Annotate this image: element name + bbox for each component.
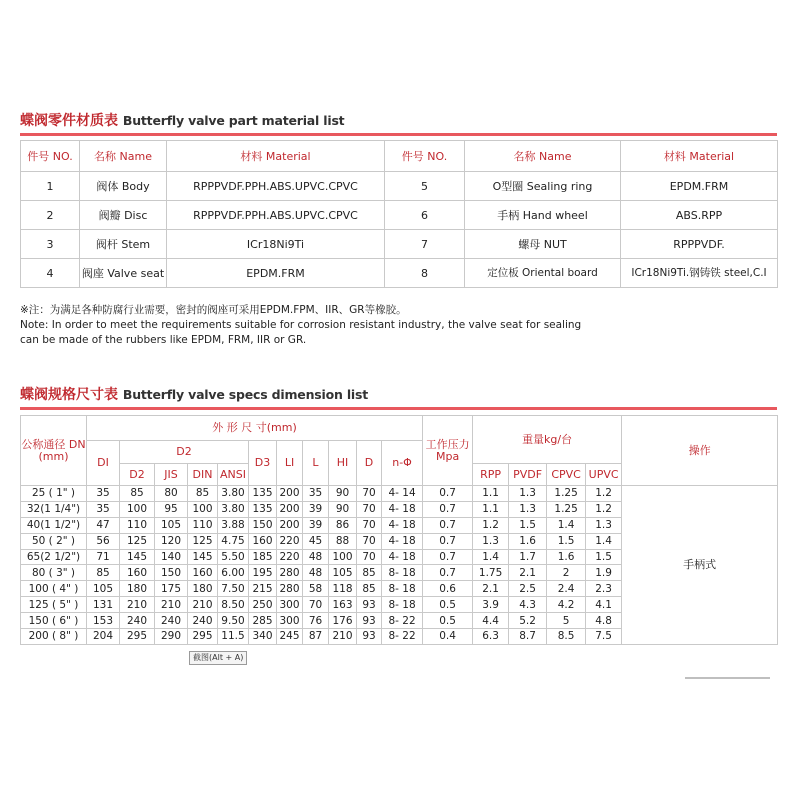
specs-cell: 4.8 — [586, 613, 622, 629]
specs-cell: 150 ( 6" ) — [21, 613, 87, 629]
specs-cell: 153 — [87, 613, 120, 629]
screenshot-tooltip: 截图(Alt + A) — [189, 651, 247, 665]
parts-cell: 手柄 Hand wheel — [465, 201, 621, 230]
header-weight-group: 重量kg/台 — [473, 416, 622, 464]
parts-cell: 阀座 Valve seat — [80, 259, 167, 288]
specs-cell: 110 — [120, 517, 155, 533]
specs-cell: 0.4 — [423, 629, 473, 645]
specs-cell: 1.2 — [586, 501, 622, 517]
parts-body — [21, 172, 778, 288]
operation-cell: 手柄式 — [622, 486, 778, 645]
specs-cell: 4.75 — [218, 533, 249, 549]
specs-cell: 240 — [155, 613, 188, 629]
specs-cell: 85 — [120, 486, 155, 502]
specs-cell: 290 — [155, 629, 188, 645]
specs-cell: 1.3 — [509, 486, 547, 502]
header-dims-group: 外 形 尺 寸(mm) — [87, 416, 423, 441]
specs-cell: 100 — [329, 549, 357, 565]
specs-cell: 50 ( 2" ) — [21, 533, 87, 549]
specs-cell: 118 — [329, 581, 357, 597]
specs-cell: 204 — [87, 629, 120, 645]
specs-cell: 131 — [87, 597, 120, 613]
specs-cell: 80 ( 3" ) — [21, 565, 87, 581]
specs-cell: 300 — [277, 613, 303, 629]
note-en-line2: can be made of the rubbers like EPDM, FRM, IIR or GR. — [20, 334, 307, 346]
header-cpvc: CPVC — [547, 464, 586, 486]
specs-cell: 220 — [277, 533, 303, 549]
header-l1: LI — [277, 441, 303, 486]
specs-cell: 220 — [277, 549, 303, 565]
parts-cell: RPPPVDF. — [621, 230, 778, 259]
specs-cell: 240 — [120, 613, 155, 629]
parts-cell: 阀杆 Stem — [80, 230, 167, 259]
parts-title-underline — [20, 133, 777, 136]
specs-cell: 160 — [120, 565, 155, 581]
parts-cell: ABS.RPP — [621, 201, 778, 230]
parts-material-table — [20, 140, 778, 288]
specs-cell: 1.3 — [509, 501, 547, 517]
parts-header-cell: 件号 NO. — [21, 141, 80, 172]
parts-cell: 阀瓣 Disc — [80, 201, 167, 230]
specs-cell: 135 — [249, 501, 277, 517]
specs-cell: 0.5 — [423, 597, 473, 613]
specs-cell: 85 — [87, 565, 120, 581]
specs-cell: 4.2 — [547, 597, 586, 613]
specs-cell: 1.25 — [547, 486, 586, 502]
specs-cell: 4- 18 — [382, 501, 423, 517]
specs-cell: 7.50 — [218, 581, 249, 597]
specs-cell: 2.3 — [586, 581, 622, 597]
parts-cell: ICr18Ni9Ti — [167, 230, 385, 259]
specs-title — [20, 384, 368, 404]
parts-cell: 8 — [385, 259, 465, 288]
parts-cell: 螺母 NUT — [465, 230, 621, 259]
specs-cell: 125 ( 5" ) — [21, 597, 87, 613]
specs-cell: 5.2 — [509, 613, 547, 629]
parts-header-cell: 件号 NO. — [385, 141, 465, 172]
parts-header-cell: 材料 Material — [167, 141, 385, 172]
parts-cell: ICr18Ni9Ti.钢铸铁 steel,C.I — [621, 259, 778, 288]
specs-cell: 2.1 — [509, 565, 547, 581]
specs-cell: 1.2 — [586, 486, 622, 502]
specs-cell: 340 — [249, 629, 277, 645]
specs-cell: 35 — [87, 486, 120, 502]
specs-title-underline — [20, 407, 777, 410]
specs-cell: 4.1 — [586, 597, 622, 613]
specs-cell: 93 — [357, 597, 382, 613]
header-dn: 公称通径 DN (mm) — [21, 416, 87, 486]
specs-cell: 145 — [120, 549, 155, 565]
specs-cell: 1.1 — [473, 501, 509, 517]
specs-cell: 8- 18 — [382, 597, 423, 613]
header-ansi: ANSI — [218, 464, 249, 486]
specs-cell: 135 — [249, 486, 277, 502]
specs-cell: 0.7 — [423, 486, 473, 502]
specs-cell: 32(1 1/4") — [21, 501, 87, 517]
specs-cell: 105 — [87, 581, 120, 597]
specs-cell: 1.4 — [586, 533, 622, 549]
specs-cell: 39 — [303, 517, 329, 533]
specs-cell: 86 — [329, 517, 357, 533]
specs-cell: 58 — [303, 581, 329, 597]
specs-cell: 160 — [188, 565, 218, 581]
parts-cell: 6 — [385, 201, 465, 230]
specs-cell: 200 — [277, 486, 303, 502]
specs-cell: 280 — [277, 565, 303, 581]
parts-cell: 4 — [21, 259, 80, 288]
parts-cell: 5 — [385, 172, 465, 201]
specs-cell: 4- 14 — [382, 486, 423, 502]
specs-cell: 6.3 — [473, 629, 509, 645]
specs-cell: 85 — [357, 565, 382, 581]
parts-cell: 7 — [385, 230, 465, 259]
specs-cell: 93 — [357, 613, 382, 629]
specs-cell: 0.5 — [423, 613, 473, 629]
specs-cell: 2.4 — [547, 581, 586, 597]
specs-cell: 140 — [155, 549, 188, 565]
specs-cell: 210 — [120, 597, 155, 613]
specs-cell: 285 — [249, 613, 277, 629]
specs-cell: 200 ( 8" ) — [21, 629, 87, 645]
specs-cell: 215 — [249, 581, 277, 597]
specs-title-en: Butterfly valve specs dimension list — [122, 387, 369, 402]
parts-cell: 2 — [21, 201, 80, 230]
specs-cell: 0.7 — [423, 549, 473, 565]
specs-cell: 70 — [357, 501, 382, 517]
specs-cell: 90 — [329, 501, 357, 517]
specs-cell: 88 — [329, 533, 357, 549]
stray-line — [685, 677, 770, 679]
specs-cell: 4- 18 — [382, 533, 423, 549]
specs-cell: 125 — [188, 533, 218, 549]
specs-cell: 71 — [87, 549, 120, 565]
specs-cell: 8- 22 — [382, 629, 423, 645]
specs-cell: 163 — [329, 597, 357, 613]
specs-cell: 105 — [155, 517, 188, 533]
header-d3: D3 — [249, 441, 277, 486]
specs-cell: 85 — [357, 581, 382, 597]
specs-cell: 8- 18 — [382, 565, 423, 581]
header-d2-group: D2 — [120, 441, 249, 464]
specs-cell: 87 — [303, 629, 329, 645]
specs-cell: 1.5 — [547, 533, 586, 549]
specs-cell: 1.4 — [473, 549, 509, 565]
specs-cell: 65(2 1/2") — [21, 549, 87, 565]
specs-cell: 210 — [155, 597, 188, 613]
header-din: DIN — [188, 464, 218, 486]
parts-title — [20, 110, 344, 130]
specs-cell: 56 — [87, 533, 120, 549]
header-pressure: 工作压力 Mpa — [423, 416, 473, 486]
header-l: L — [303, 441, 329, 486]
specs-cell: 8- 18 — [382, 581, 423, 597]
specs-cell: 1.3 — [473, 533, 509, 549]
specs-cell: 8.5 — [547, 629, 586, 645]
specs-cell: 70 — [357, 533, 382, 549]
specs-body — [21, 486, 778, 645]
specs-dimension-table — [20, 415, 778, 645]
specs-cell: 150 — [155, 565, 188, 581]
specs-cell: 185 — [249, 549, 277, 565]
specs-cell: 180 — [188, 581, 218, 597]
specs-header-row-1 — [21, 416, 778, 441]
specs-cell: 280 — [277, 581, 303, 597]
specs-cell: 300 — [277, 597, 303, 613]
specs-cell: 0.7 — [423, 533, 473, 549]
specs-cell: 70 — [357, 517, 382, 533]
specs-cell: 160 — [249, 533, 277, 549]
specs-cell: 210 — [329, 629, 357, 645]
specs-cell: 176 — [329, 613, 357, 629]
specs-cell: 1.5 — [586, 549, 622, 565]
parts-header-cell: 名称 Name — [80, 141, 167, 172]
specs-cell: 76 — [303, 613, 329, 629]
parts-cell: RPPPVDF.PPH.ABS.UPVC.CPVC — [167, 201, 385, 230]
specs-cell: 7.5 — [586, 629, 622, 645]
material-note — [20, 303, 581, 348]
specs-cell: 0.7 — [423, 501, 473, 517]
parts-cell: O型圈 Sealing ring — [465, 172, 621, 201]
specs-cell: 295 — [120, 629, 155, 645]
parts-header-row — [21, 141, 778, 172]
specs-cell: 45 — [303, 533, 329, 549]
specs-cell: 3.9 — [473, 597, 509, 613]
specs-cell: 90 — [329, 486, 357, 502]
specs-cell: 210 — [188, 597, 218, 613]
specs-cell: 1.6 — [509, 533, 547, 549]
specs-cell: 6.00 — [218, 565, 249, 581]
specs-cell: 125 — [120, 533, 155, 549]
specs-cell: 70 — [303, 597, 329, 613]
specs-cell: 93 — [357, 629, 382, 645]
parts-title-cn: 蝶阀零件材质表 — [20, 113, 118, 129]
specs-title-cn: 蝶阀规格尺寸表 — [20, 387, 118, 403]
specs-cell: 150 — [249, 517, 277, 533]
note-cn: ※注：为满足各种防腐行业需要，密封的阀座可采用EPDM.FPM、IIR、GR等橡胶。 — [20, 304, 407, 316]
specs-cell: 180 — [120, 581, 155, 597]
specs-cell: 11.5 — [218, 629, 249, 645]
specs-cell: 1.3 — [586, 517, 622, 533]
specs-cell: 100 ( 4" ) — [21, 581, 87, 597]
specs-cell: 100 — [120, 501, 155, 517]
specs-cell: 120 — [155, 533, 188, 549]
specs-cell: 4.3 — [509, 597, 547, 613]
specs-cell: 250 — [249, 597, 277, 613]
parts-title-en: Butterfly valve part material list — [122, 113, 345, 128]
parts-header-cell: 材料 Material — [621, 141, 778, 172]
parts-row — [21, 172, 778, 201]
specs-cell: 195 — [249, 565, 277, 581]
specs-cell: 95 — [155, 501, 188, 517]
parts-cell: EPDM.FRM — [621, 172, 778, 201]
specs-cell: 47 — [87, 517, 120, 533]
specs-cell: 8- 22 — [382, 613, 423, 629]
specs-cell: 8.50 — [218, 597, 249, 613]
parts-cell: 1 — [21, 172, 80, 201]
specs-row — [21, 486, 778, 502]
specs-cell: 5 — [547, 613, 586, 629]
header-operation: 操作 — [622, 416, 778, 486]
specs-cell: 1.2 — [473, 517, 509, 533]
note-en-line1: Note: In order to meet the requirements suitable for corrosion resistant industry, the valve seat for sealing — [20, 319, 582, 331]
specs-cell: 1.5 — [509, 517, 547, 533]
header-n-phi: n-Φ — [382, 441, 423, 486]
specs-cell: 4- 18 — [382, 549, 423, 565]
specs-cell: 0.7 — [423, 565, 473, 581]
specs-cell: 200 — [277, 517, 303, 533]
parts-row — [21, 230, 778, 259]
parts-cell: EPDM.FRM — [167, 259, 385, 288]
specs-cell: 8.7 — [509, 629, 547, 645]
specs-cell: 295 — [188, 629, 218, 645]
specs-cell: 3.80 — [218, 486, 249, 502]
specs-cell: 100 — [188, 501, 218, 517]
header-pvdf: PVDF — [509, 464, 547, 486]
specs-cell: 48 — [303, 549, 329, 565]
specs-cell: 1.6 — [547, 549, 586, 565]
specs-cell: 1.25 — [547, 501, 586, 517]
specs-cell: 35 — [87, 501, 120, 517]
specs-cell: 4.4 — [473, 613, 509, 629]
parts-cell: 3 — [21, 230, 80, 259]
specs-cell: 70 — [357, 486, 382, 502]
parts-cell: 阀体 Body — [80, 172, 167, 201]
parts-row — [21, 259, 778, 288]
header-jis: JIS — [155, 464, 188, 486]
specs-cell: 40(1 1/2") — [21, 517, 87, 533]
specs-cell: 25 ( 1" ) — [21, 486, 87, 502]
header-upvc: UPVC — [586, 464, 622, 486]
specs-cell: 2.5 — [509, 581, 547, 597]
header-h1: HI — [329, 441, 357, 486]
specs-cell: 85 — [188, 486, 218, 502]
specs-cell: 1.1 — [473, 486, 509, 502]
specs-cell: 240 — [188, 613, 218, 629]
specs-cell: 110 — [188, 517, 218, 533]
specs-cell: 175 — [155, 581, 188, 597]
specs-cell: 3.88 — [218, 517, 249, 533]
specs-cell: 1.9 — [586, 565, 622, 581]
specs-cell: 3.80 — [218, 501, 249, 517]
parts-header-cell: 名称 Name — [465, 141, 621, 172]
header-d2: D2 — [120, 464, 155, 486]
specs-cell: 105 — [329, 565, 357, 581]
specs-cell: 1.7 — [509, 549, 547, 565]
specs-cell: 2 — [547, 565, 586, 581]
specs-cell: 5.50 — [218, 549, 249, 565]
header-d1: DI — [87, 441, 120, 486]
specs-cell: 70 — [357, 549, 382, 565]
specs-cell: 48 — [303, 565, 329, 581]
header-d: D — [357, 441, 382, 486]
parts-cell: RPPPVDF.PPH.ABS.UPVC.CPVC — [167, 172, 385, 201]
specs-cell: 0.7 — [423, 517, 473, 533]
specs-cell: 9.50 — [218, 613, 249, 629]
specs-cell: 39 — [303, 501, 329, 517]
parts-row — [21, 201, 778, 230]
specs-cell: 35 — [303, 486, 329, 502]
specs-cell: 4- 18 — [382, 517, 423, 533]
specs-cell: 80 — [155, 486, 188, 502]
specs-cell: 0.6 — [423, 581, 473, 597]
specs-cell: 145 — [188, 549, 218, 565]
specs-cell: 1.75 — [473, 565, 509, 581]
header-rpp: RPP — [473, 464, 509, 486]
specs-cell: 200 — [277, 501, 303, 517]
parts-cell: 定位板 Oriental board — [465, 259, 621, 288]
specs-cell: 2.1 — [473, 581, 509, 597]
specs-cell: 245 — [277, 629, 303, 645]
specs-cell: 1.4 — [547, 517, 586, 533]
